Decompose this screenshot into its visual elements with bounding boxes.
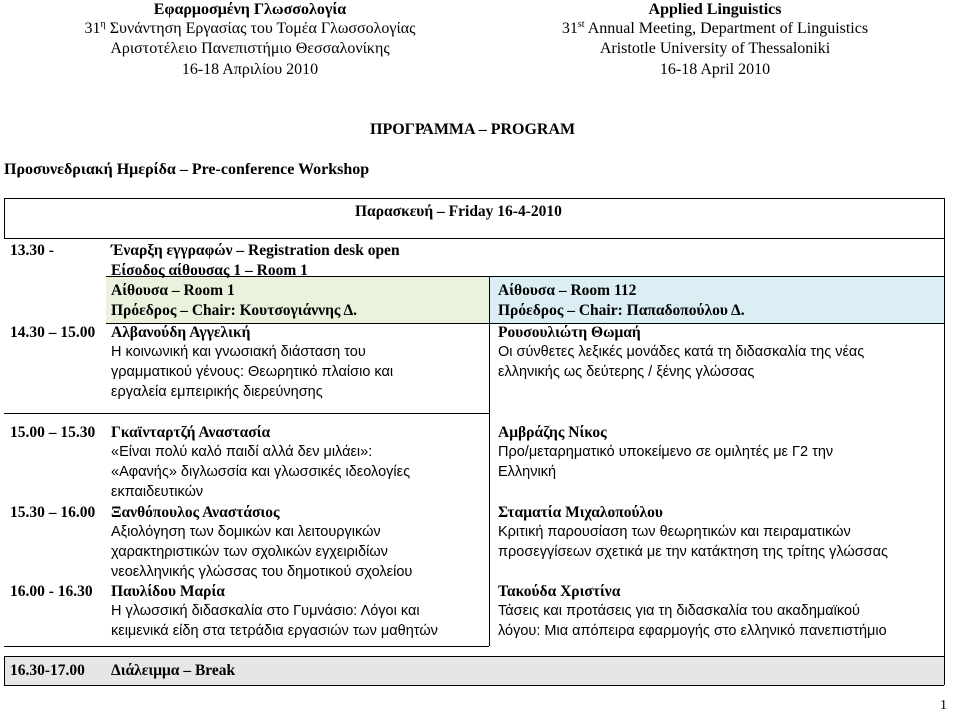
slot-right-title-line: λόγου: Μια απόπειρα εφαρμογής στο ελληνικό πανεπιστήμιο (498, 623, 887, 639)
table-break-bottom (4, 685, 944, 686)
header-greek-dates: 16-18 Απριλίου 2010 (181, 61, 319, 78)
slot-right-speaker: Ρουσουλιώτη Θωμαή (498, 324, 641, 341)
slot-left-title-line: χαρακτηριστικών των σχολικών εγχειριδίων (111, 544, 388, 560)
slot-left-speaker: Γκαϊνταρτζή Αναστασία (111, 424, 271, 441)
slot-right-title-line: ελληνικής ως δεύτερης / ξένης γλώσσας (498, 364, 755, 380)
day-title: Παρασκευή – Friday 16-4-2010 (355, 203, 562, 220)
slot-time: 14.30 – 15.00 (10, 324, 96, 341)
slot-time: 15.30 – 16.00 (10, 504, 96, 521)
header-english-title: Applied Linguistics (648, 1, 782, 18)
slot-right-title-line: Ελληνική (498, 464, 557, 480)
table-room-divider (489, 276, 490, 646)
slot-left-speaker: Αλβανούδη Αγγελική (111, 324, 251, 341)
break-time: 16.30-17.00 (10, 662, 85, 679)
slot-right-title-line: Τάσεις και προτάσεις για τη διδασκαλία του ακαδημαϊκού (498, 603, 860, 619)
slot-right-speaker: Τακούδα Χριστίνα (498, 583, 621, 600)
table-slot-divider (4, 413, 489, 414)
room-right-name: Αίθουσα – Room 112 (498, 282, 637, 299)
slot-left-title-line: γραμματικού γένους: Θεωρητικό πλαίσιο και (111, 364, 394, 380)
table-border-right (944, 198, 945, 685)
table-break-left (4, 656, 5, 685)
workshop-title: Προσυνεδριακή Ημερίδα – Pre-conference Workshop (4, 161, 370, 178)
slot-right-speaker: Σταματία Μιχαλοπούλου (498, 504, 663, 521)
slot-right-title-line: προσεγγίσεων σχετικά με την κατάκτηση της τρίτης γλώσσας (498, 544, 888, 560)
header-english-meeting: 31st Annual Meeting, Department of Linguistics (561, 19, 869, 37)
slot-left-speaker: Ξανθόπουλος Αναστάσιος (111, 504, 280, 521)
page-number: 1 (940, 698, 947, 713)
slot-left-title-line: Η κοινωνική και γνωσιακή διάσταση του (111, 344, 366, 360)
slot-right-title-line: Οι σύνθετες λεξικές μονάδες κατά τη διδασκαλία της νέας (498, 344, 865, 360)
room-right-chair: Πρόεδρος – Chair: Παπαδοπούλου Δ. (498, 302, 745, 319)
slot-right-title-line: Προ/μεταρηματικό υποκείμενο σε ομιλητές με Γ2 την (498, 444, 834, 460)
program-title: ΠΡΟΓΡΑΜΜΑ – PROGRAM (370, 121, 576, 138)
header-greek-title: Εφαρμοσμένη Γλωσσολογία (153, 1, 347, 18)
slot-left-title-line: «Είναι πολύ καλό παιδί αλλά δεν μιλάει»: (111, 444, 373, 460)
slot-time: 16.00 - 16.30 (10, 583, 93, 600)
slot-left-title-line: κειμενικά είδη στα τετράδια εργασιών των μαθητών (111, 623, 438, 639)
table-border-top (4, 198, 944, 199)
slot-left-title-line: νεοελληνικής γλώσσας του δημοτικού σχολείου (111, 564, 413, 580)
table-bottom-left (4, 646, 489, 647)
header-english-university: Aristotle University of Thessaloniki (599, 40, 831, 57)
registration-line-1: Έναρξη εγγραφών – Registration desk open (111, 242, 400, 259)
room-left-chair: Πρόεδρος – Chair: Κουτσογιάννης Δ. (111, 302, 358, 319)
table-break-top (4, 656, 944, 657)
slot-left-speaker: Παυλίδου Μαρία (111, 583, 225, 600)
break-label: Διάλειμμα – Break (111, 662, 236, 679)
slot-left-title-line: «Αφανής» διγλωσσία και γλωσσικές ιδεολογίες (111, 464, 411, 480)
registration-time: 13.30 - (10, 242, 54, 259)
header-english-dates: 16-18 April 2010 (659, 61, 771, 78)
header-greek-meeting: $31^\eta$ Συνάντηση Εργασίας του Τομέα Γλωσσολογίας (84, 19, 416, 37)
table-divider-day (4, 238, 944, 239)
header-greek-university: Αριστοτέλειο Πανεπιστήμιο Θεσσαλονίκης (110, 40, 390, 57)
table-border-left-day (4, 198, 5, 238)
slot-left-title-line: εργαλεία εμπειρικής διερεύνησης (111, 384, 323, 400)
room-left-name: Αίθουσα – Room 1 (111, 282, 235, 299)
slot-left-title-line: εκπαιδευτικών (111, 484, 204, 500)
slot-left-title-line: Η γλωσσική διδασκαλία στο Γυμνάσιο: Λόγοι και (111, 603, 420, 619)
slot-right-title-line: Κριτική παρουσίαση των θεωρητικών και πειραματικών (498, 524, 851, 540)
slot-left-title-line: Αξιολόγηση των δομικών και λειτουργικών (111, 524, 381, 540)
slot-right-speaker: Αμβράζης Νίκος (498, 424, 607, 441)
slot-time: 15.00 – 15.30 (10, 424, 96, 441)
registration-line-2: Είσοδος αίθουσας 1 – Room 1 (111, 262, 308, 279)
